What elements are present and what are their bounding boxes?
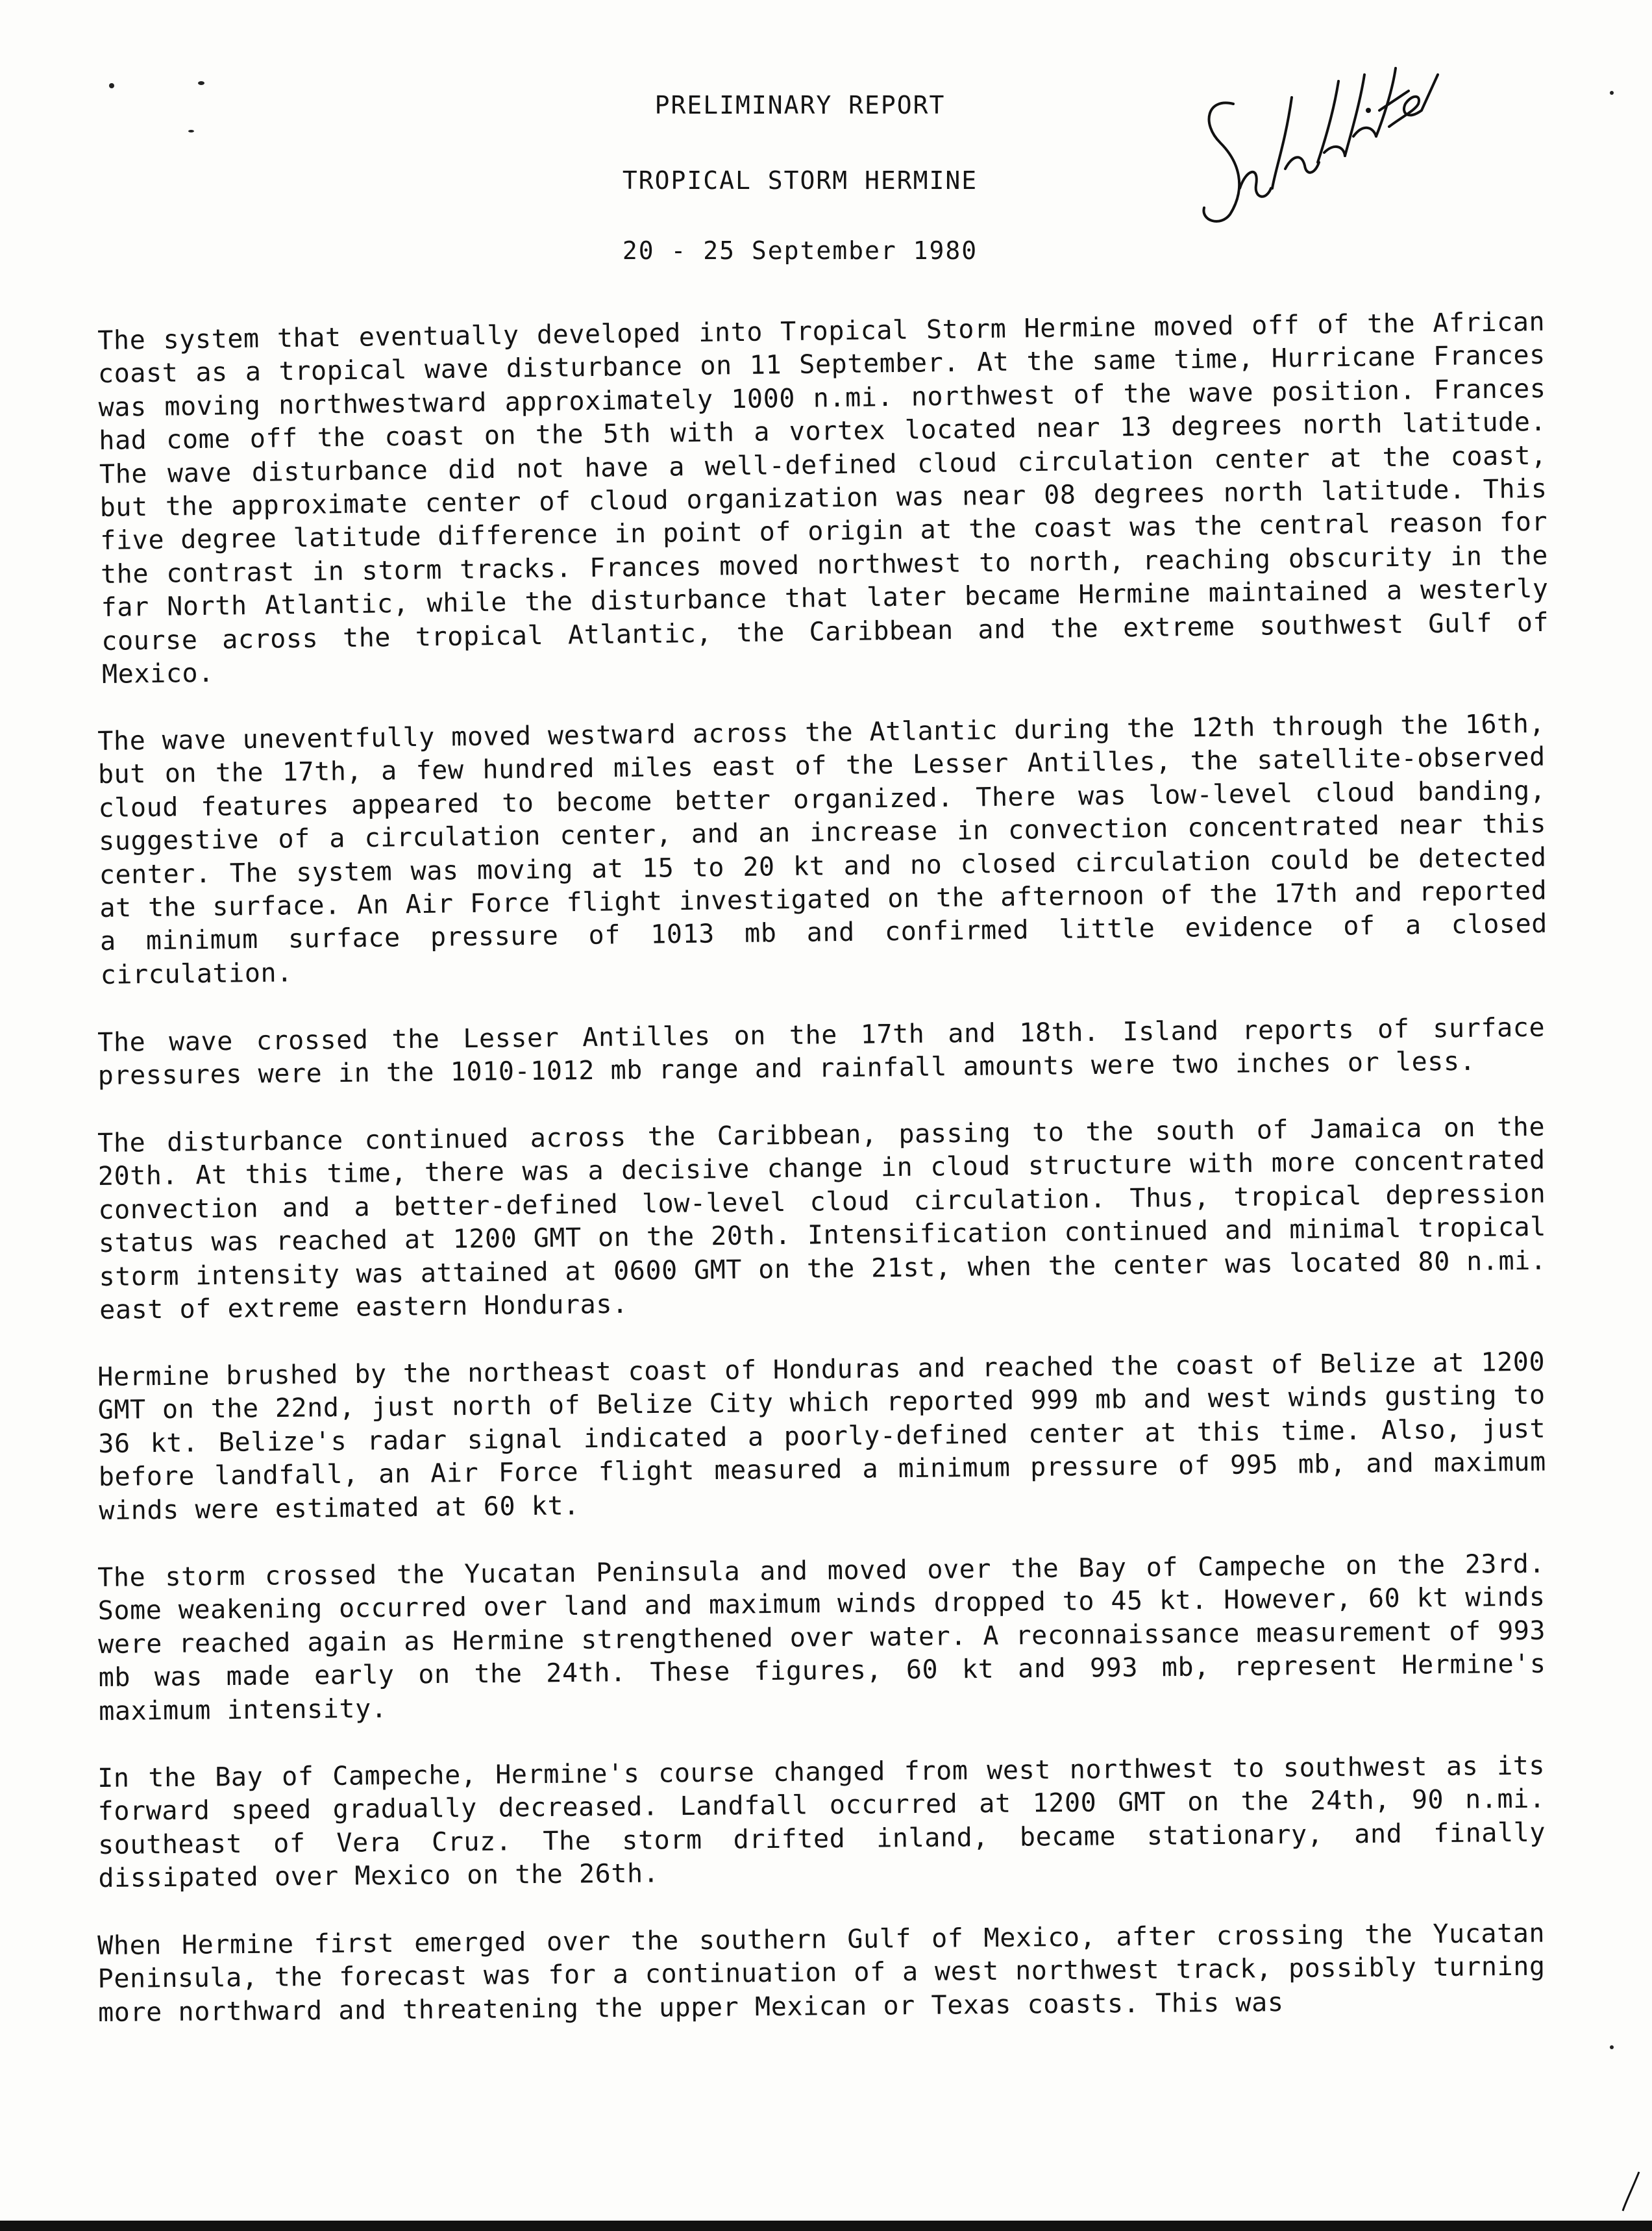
- report-body: [97, 306, 1549, 2063]
- report-type-heading: PRELIMINARY REPORT: [654, 91, 946, 119]
- date-range-heading: 20 - 25 September 1980: [622, 236, 978, 265]
- scan-speck: [198, 81, 204, 85]
- scan-speck: [188, 130, 194, 132]
- paragraph-caribbean: The disturbance continued across the Caribbean, passing to the south of Jamaica on the 20th. At this time, there was a decisive change in cloud structure with more concentrated convection and a better-defined low-level cloud circulation. Thus, tropical depression status was reached at 1200 GMT on the 20th. Intensification continued and minimal tropical storm intensity was attained at 0600 GMT on the 21st, when the center was located 80 n.mi. east of extreme eastern Honduras.: [97, 1112, 1547, 1325]
- page-corner-mark: [1610, 2169, 1642, 2214]
- paragraph-belize-landfall: Hermine brushed by the northeast coast of Honduras and reached the coast of Belize at 1200 GMT on the 22nd, just north of Belize City which reported 999 mb and west winds gusting to 36 kt. Belize's radar signal indicated a poorly-defined center at this time. Also, just before landfall, an Air Force flight measured a minimum pressure of 995 mb, and maximum winds were estimated at 60 kt.: [97, 1347, 1546, 1526]
- storm-name-heading: TROPICAL STORM HERMINE: [622, 166, 978, 195]
- paragraph-atlantic-crossing: The wave uneventfully moved westward across the Atlantic during the 12th through the 16th, but on the 17th, a few hundred miles east of the Lesser Antilles, the satellite-observed cloud features appeared to become better organized. There was low-level cloud banding, suggestive of a circulation center, and an increase in convection concentrated near this center. The system was moving at 15 to 20 kt and no closed circulation could be detected at the surface. An Air Force flight investigated on the afternoon of the 17th and reported a minimum surface pressure of 1013 mb and confirmed little evidence of a closed circulation.: [97, 709, 1548, 991]
- paragraph-lesser-antilles: The wave crossed the Lesser Antilles on the 17th and 18th. Island reports of surface pressures were in the 1010-1012 mb range and rainfall amounts were two inches or less.: [97, 1012, 1546, 1091]
- paragraph-final-landfall: In the Bay of Campeche, Hermine's course changed from west northwest to southwest as its forward speed gradually decreased. Landfall occurred at 1200 GMT on the 24th, 90 n.mi. southeast of Vera Cruz. The storm drifted inland, became stationary, and finally dissipated over Mexico on the 26th.: [97, 1751, 1546, 1894]
- scan-speck: [1610, 91, 1614, 95]
- scan-speck: [109, 83, 114, 88]
- paragraph-origin: The system that eventually developed into Tropical Storm Hermine moved off of the African coast as a tropical wave disturbance on 11 September. At the same time, Hurricane Frances was moving northwestward approximately 1000 n.mi. northwest of the wave position. Frances had come off the coast on the 5th with a vortex located near 13 degrees north latitude. The wave disturbance did not have a well-defined cloud circulation center at the coast, but the approximate center of cloud organization was near 08 degrees north latitude. This five degree latitude difference in point of origin at the coast was the central reason for the contrast in storm tracks. Frances moved northwest to north, reaching obscurity in the far North Atlantic, while the disturbance that later became Hermine maintained a westerly course across the tropical Atlantic, the Caribbean and the extreme southwest Gulf of Mexico.: [97, 306, 1549, 690]
- scan-speck: [1610, 2045, 1614, 2049]
- handwritten-signature: [1194, 13, 1441, 227]
- paragraph-bay-of-campeche: The storm crossed the Yucatan Peninsula and moved over the Bay of Campeche on the 23rd. Some weakening occurred over land and maximum winds dropped to 45 kt. However, 60 kt winds were reached again as Hermine strengthened over water. A reconnaissance measurement of 993 mb was made early on the 24th. These figures, 60 kt and 993 mb, represent Hermine's maximum intensity.: [97, 1549, 1546, 1726]
- paragraph-forecast: When Hermine first emerged over the southern Gulf of Mexico, after crossing the Yucatan Peninsula, the forecast was for a continuation of a west northwest track, possibly turning more northward and threatening the upper Mexican or Texas coasts. This was: [97, 1918, 1546, 2028]
- scan-bottom-edge: [0, 2221, 1652, 2231]
